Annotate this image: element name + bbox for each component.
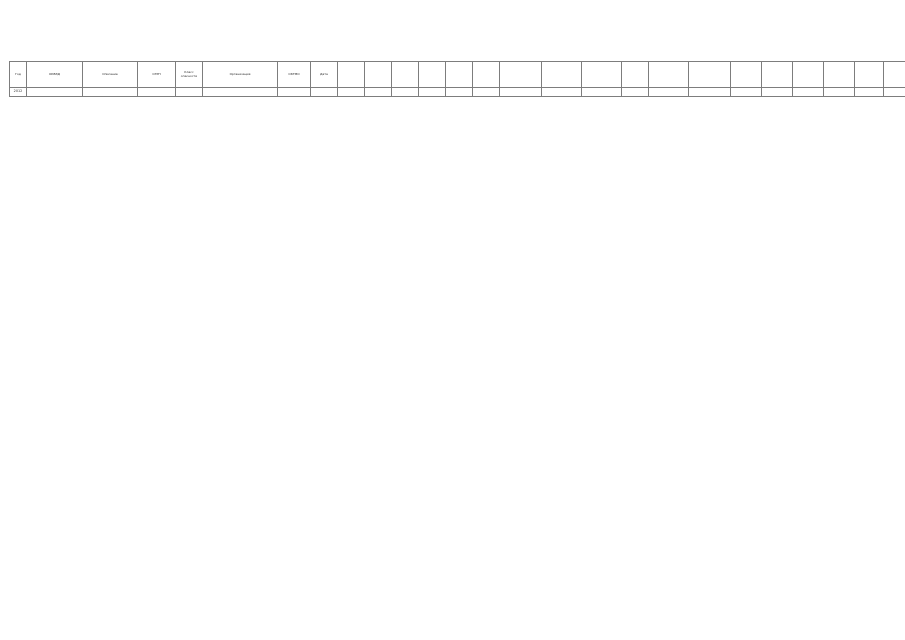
table-cell-value <box>365 88 392 97</box>
table-cell-cls <box>176 88 203 97</box>
table-cell-value <box>884 88 905 97</box>
data-table <box>9 61 905 97</box>
table-cell-value <box>392 88 419 97</box>
column-header <box>824 62 855 88</box>
table-cell-value <box>824 88 855 97</box>
table-cell-value <box>473 88 500 97</box>
table-cell-oktmo <box>278 88 311 97</box>
table-cell-value <box>500 88 542 97</box>
table-cell-value <box>762 88 793 97</box>
column-header: ОКВЭД <box>27 62 83 88</box>
table-row <box>10 88 905 97</box>
table-header <box>10 62 905 88</box>
column-header: Описание <box>83 62 138 88</box>
table-cell-year: 2012 <box>10 88 27 97</box>
table-cell-org <box>203 88 278 97</box>
column-header <box>762 62 793 88</box>
table-cell-value <box>731 88 762 97</box>
table-body <box>10 88 905 97</box>
table-cell-value <box>542 88 582 97</box>
column-header <box>855 62 884 88</box>
column-header <box>392 62 419 88</box>
table-cell-value <box>446 88 473 97</box>
column-header <box>582 62 622 88</box>
table-cell-desc <box>83 88 138 97</box>
table-cell-value <box>689 88 731 97</box>
column-header: ОГРН <box>138 62 176 88</box>
column-header <box>793 62 824 88</box>
column-header <box>731 62 762 88</box>
column-header: Год <box>10 62 27 88</box>
table-cell-value <box>419 88 446 97</box>
column-header <box>338 62 365 88</box>
column-header: ОКТМО <box>278 62 311 88</box>
column-header <box>649 62 689 88</box>
table-cell-value <box>793 88 824 97</box>
column-header: Организация <box>203 62 278 88</box>
column-header: Класс опасности <box>176 62 203 88</box>
table-cell-value <box>649 88 689 97</box>
table-cell-value <box>622 88 649 97</box>
column-header <box>500 62 542 88</box>
column-header: Дата <box>311 62 338 88</box>
table-cell-date <box>311 88 338 97</box>
table-cell-code <box>27 88 83 97</box>
column-header <box>622 62 649 88</box>
column-header <box>473 62 500 88</box>
table-cell-value <box>338 88 365 97</box>
column-header <box>365 62 392 88</box>
header-row <box>10 62 905 88</box>
table-cell-value <box>582 88 622 97</box>
column-header <box>542 62 582 88</box>
column-header <box>884 62 905 88</box>
column-header <box>689 62 731 88</box>
table-cell-ogrn <box>138 88 176 97</box>
table-cell-value <box>855 88 884 97</box>
column-header <box>419 62 446 88</box>
column-header <box>446 62 473 88</box>
